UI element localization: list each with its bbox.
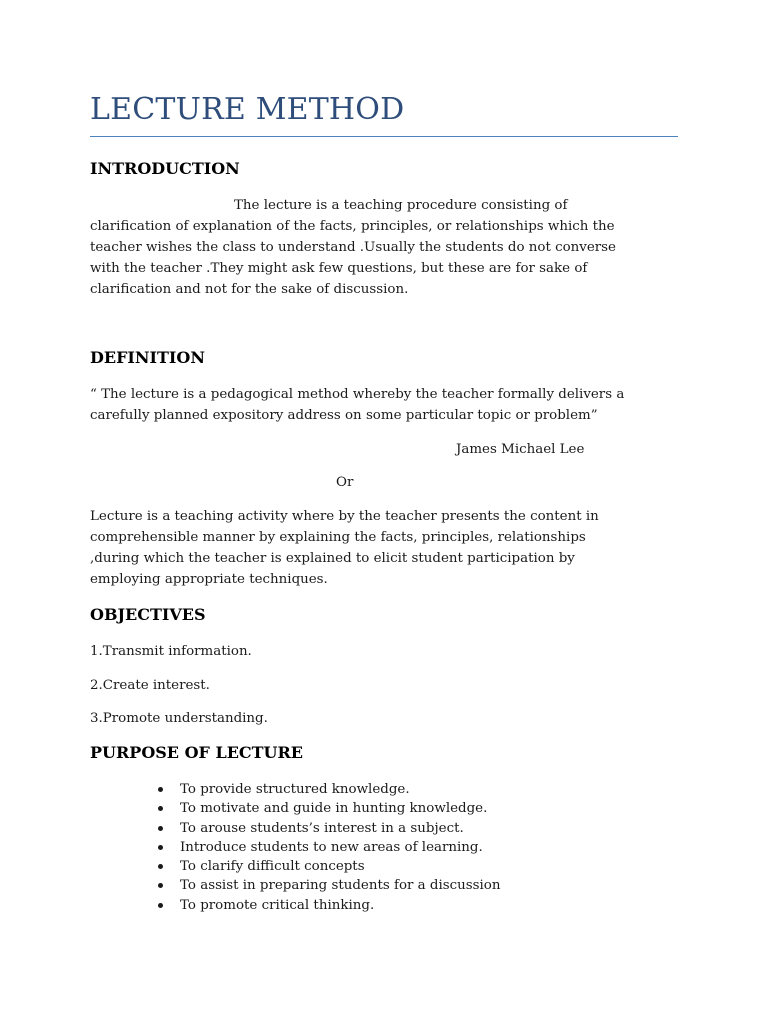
list-item — [158, 819, 658, 838]
bullet-icon — [158, 787, 163, 792]
bullet-icon — [158, 845, 163, 850]
bullet-icon — [158, 864, 163, 869]
title-underline — [90, 136, 678, 137]
definition-alt-line: employing appropriate techniques. — [90, 572, 328, 587]
introduction-line: clarification and not for the sake of discussion. — [90, 282, 409, 297]
purpose-item-text: To arouse students’s interest in a subject. — [180, 820, 464, 836]
definition-heading: DEFINITION — [90, 348, 205, 367]
purpose-list — [158, 780, 658, 915]
definition-quote-line: carefully planned expository address on some particular topic or problem” — [90, 408, 598, 423]
purpose-item-text: To clarify difficult concepts — [180, 859, 365, 875]
purpose-item-text: Introduce students to new areas of learning. — [180, 839, 483, 855]
definition-or: Or — [336, 475, 354, 490]
introduction-line: The lecture is a teaching procedure consisting of — [234, 198, 568, 213]
objective-item: 3.Promote understanding. — [90, 711, 268, 726]
bullet-icon — [158, 883, 163, 888]
objective-item: 2.Create interest. — [90, 678, 210, 693]
definition-alt-line: Lecture is a teaching activity where by the teacher presents the content in — [90, 509, 599, 524]
introduction-line: with the teacher .They might ask few questions, but these are for sake of — [90, 261, 588, 276]
bullet-icon — [158, 806, 163, 811]
introduction-line: clarification of explanation of the facts, principles, or relationships which the — [90, 219, 615, 234]
objectives-heading: OBJECTIVES — [90, 605, 206, 624]
bullet-icon — [158, 903, 163, 908]
purpose-heading: PURPOSE OF LECTURE — [90, 743, 303, 762]
definition-quote — [90, 384, 680, 426]
document-title: LECTURE METHOD — [90, 92, 405, 127]
definition-attribution: James Michael Lee — [456, 442, 585, 457]
definition-alternative — [90, 506, 680, 590]
introduction-line: teacher wishes the class to understand .Usually the students do not converse — [90, 240, 616, 255]
purpose-item-text: To promote critical thinking. — [180, 897, 375, 913]
definition-alt-line: comprehensible manner by explaining the facts, principles, relationships — [90, 530, 586, 545]
list-item — [158, 857, 658, 876]
purpose-item-text: To assist in preparing students for a discussion — [180, 878, 501, 894]
purpose-item-text: To provide structured knowledge. — [180, 782, 410, 797]
list-item — [158, 799, 658, 818]
list-item — [158, 838, 658, 857]
definition-quote-line: “ The lecture is a pedagogical method whereby the teacher formally delivers a — [90, 387, 625, 402]
purpose-item-text: To motivate and guide in hunting knowledge. — [180, 801, 488, 817]
list-item — [158, 896, 658, 915]
introduction-heading: INTRODUCTION — [90, 159, 240, 178]
list-item — [158, 780, 658, 799]
objective-item: 1.Transmit information. — [90, 644, 252, 659]
bullet-icon — [158, 826, 163, 831]
list-item — [158, 876, 658, 895]
introduction-paragraph — [90, 195, 680, 300]
definition-alt-line: ,during which the teacher is explained to elicit student participation by — [90, 551, 575, 566]
